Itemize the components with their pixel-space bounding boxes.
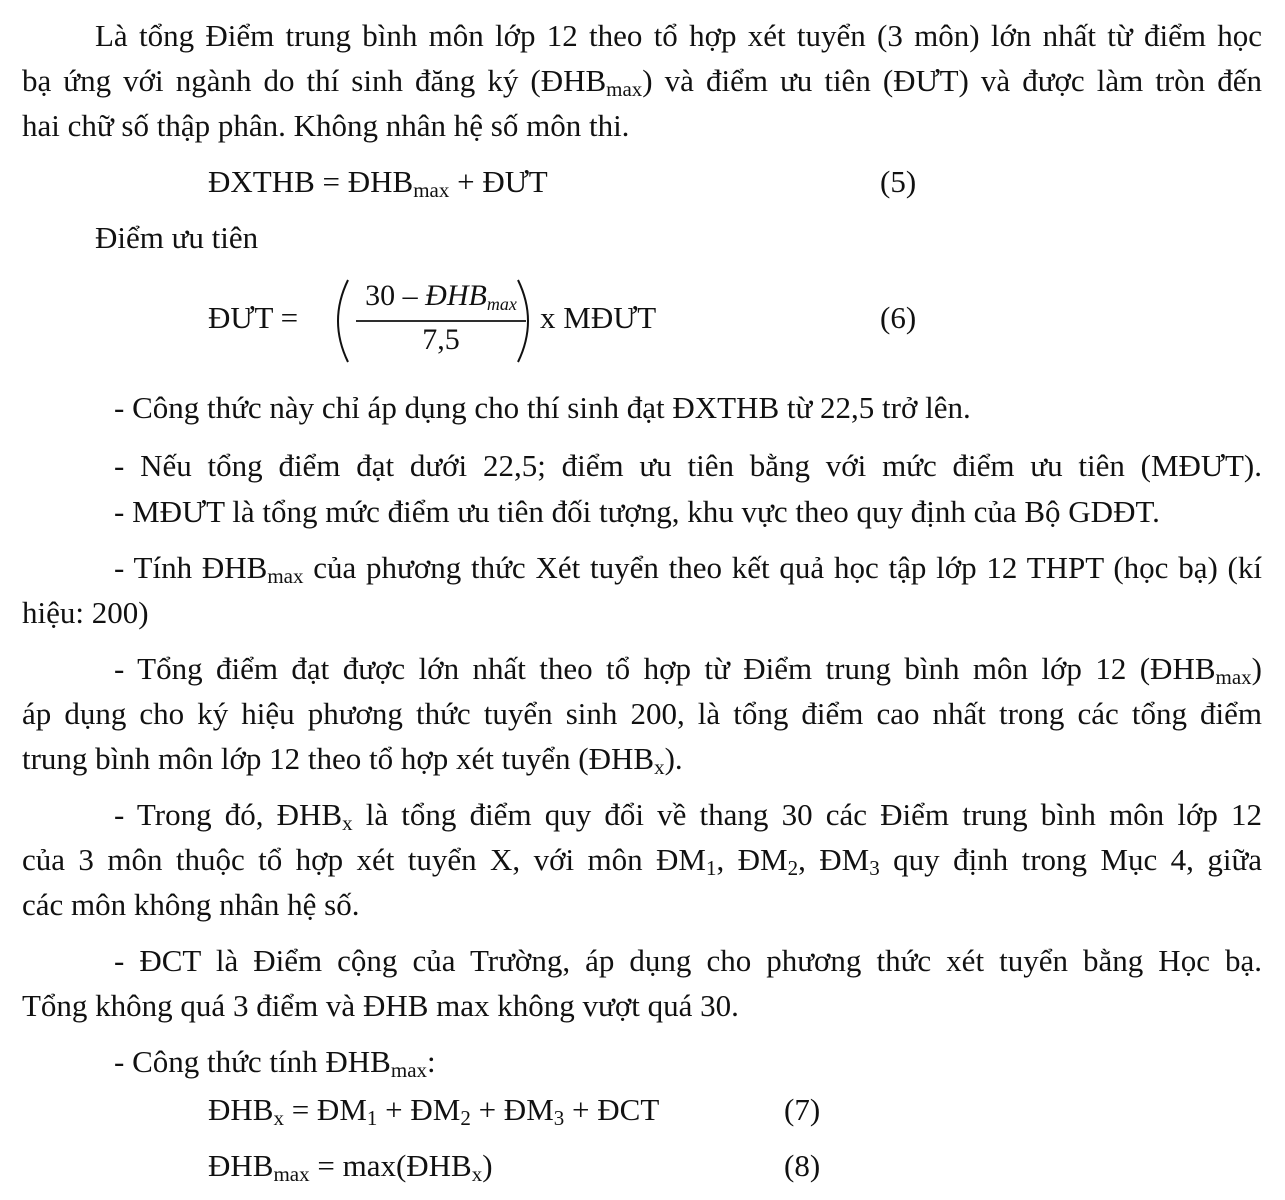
bullet-5-line-2: áp dụng cho ký hiệu phương thức tuyển sinh 200, là tổng điểm cao nhất trong các tổng điểm: [22, 696, 1262, 731]
equation-6-rhs: x MĐƯT: [540, 300, 657, 335]
intro-line-2: bạ ứng với ngành do thí sinh đăng ký $(ĐHB_{max})$ và điểm ưu tiên (ĐƯT) và được làm tròn đến: [22, 63, 1262, 101]
bullet-7-line-2: Tổng không quá 3 điểm và ĐHB max không vượt quá 30.: [22, 988, 739, 1023]
bullet-1: - Công thức này chỉ áp dụng cho thí sinh đạt ĐXTHB từ 22,5 trở lên.: [114, 390, 971, 425]
bullet-2: - Nếu tổng điểm đạt dưới 22,5; điểm ưu tiên bằng với mức điểm ưu tiên (MĐƯT).: [114, 448, 1262, 483]
equation-6-lhs: ĐƯT =: [208, 300, 299, 335]
equation-6: [208, 276, 688, 366]
bullet-6-line-1: - Trong đó, $ĐHB_x$ là tổng điểm quy đổi về thang 30 các Điểm trung bình môn lớp 12: [114, 797, 1262, 835]
equation-8: $ĐHB_{max}$ = $\max(ĐHB_x)$: [208, 1148, 493, 1186]
bullet-5-line-1: - Tổng điểm đạt được lớn nhất theo tổ hợp từ Điểm trung bình môn lớp 12 $(ĐHB_{max})$: [114, 651, 1262, 689]
equation-7-number: (7): [784, 1092, 821, 1127]
equation-8-number: (8): [784, 1148, 821, 1183]
bullet-4-line-1: - Tính $ĐHB_{max}$ của phương thức Xét tuyển theo kết quả học tập lớp 12 THPT (học bạ) (kí: [114, 550, 1262, 588]
bullet-6-line-2: của 3 môn thuộc tổ hợp xét tuyển X, với môn $ĐM_1$, $ĐM_2$, $ĐM_3$ quy định trong Mục 4, giữa: [22, 842, 1263, 880]
equation-6-number: (6): [880, 300, 917, 335]
bullet-4-line-2: hiệu: 200): [22, 595, 149, 630]
equation-5-number: (5): [880, 164, 917, 199]
fraction-denominator: 7,5: [422, 323, 460, 356]
intro-line-3: hai chữ số thập phân. Không nhân hệ số môn thi.: [22, 108, 630, 143]
bullet-5-line-3: trung bình môn lớp 12 theo tổ hợp xét tuyển $(ĐHB_x)$.: [22, 741, 683, 779]
bullet-3: - MĐƯT là tổng mức điểm ưu tiên đối tượng, khu vực theo quy định của Bộ GDĐT.: [114, 494, 1160, 529]
intro-line-1: Là tổng Điểm trung bình môn lớp 12 theo tổ hợp xét tuyển (3 môn) lớn nhất từ điểm học: [95, 18, 1262, 53]
priority-heading: Điểm ưu tiên: [95, 220, 259, 255]
bullet-7-line-1: - ĐCT là Điểm cộng của Trường, áp dụng cho phương thức xét tuyển bằng Học bạ.: [114, 943, 1262, 978]
fraction-numerator: $30 - ĐHB_{max}$: [365, 279, 517, 314]
equation-5: ĐXTHB = $ĐHB_{max}$ + ĐƯT: [208, 164, 548, 202]
bullet-6-line-3: các môn không nhân hệ số.: [22, 887, 360, 922]
equation-7: $ĐHB_x$ = $ĐM_1$ + $ĐM_2$ + $ĐM_3$ + ĐCT: [208, 1092, 660, 1130]
bullet-8: - Công thức tính $ĐHB_{max}$:: [114, 1044, 436, 1082]
